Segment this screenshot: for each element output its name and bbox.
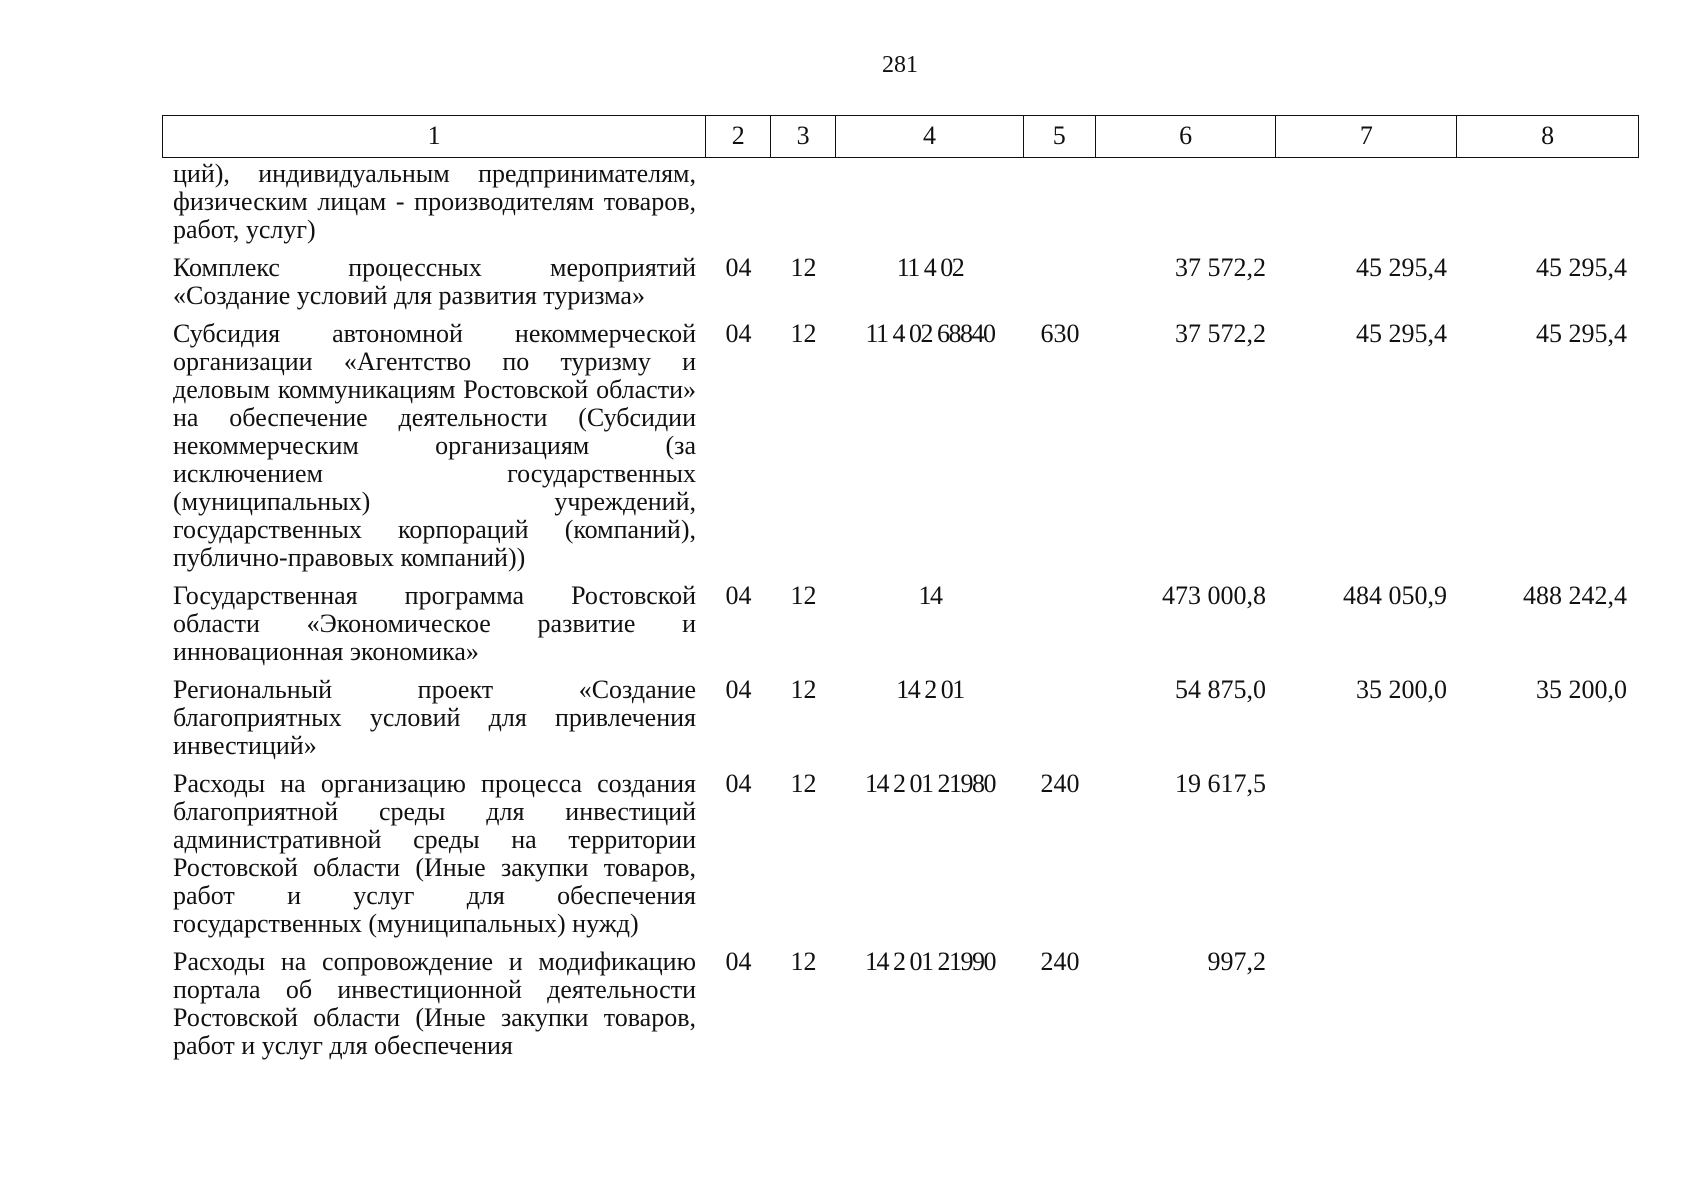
row-description: ций), индивидуальным предпринимателям, физическим лицам - производителям товаров, работ, услуг) (173, 159, 696, 244)
cell-subsection: 12 (790, 769, 817, 798)
row-description: Государственная программа Ростовской области «Экономическое развитие и инновационная экономика» (173, 581, 696, 666)
cell-amount-8 (1458, 158, 1639, 244)
cell-section (706, 158, 771, 244)
cell-section: 04 (725, 947, 752, 976)
cell-target-article (836, 158, 1024, 244)
cell-amount-6: 473 000,8 (1162, 581, 1266, 610)
cell-target-article: 11 4 02 68840 (865, 319, 995, 348)
table-row (162, 318, 1639, 572)
cell-amount-7 (1277, 946, 1458, 1060)
table-row (162, 580, 1639, 666)
cell-section: 04 (725, 253, 752, 282)
cell-subsection (771, 158, 836, 244)
cell-amount-6: 19 617,5 (1175, 769, 1266, 798)
cell-expense-type (1024, 580, 1096, 666)
cell-amount-8 (1458, 768, 1639, 938)
cell-target-article: 14 2 01 21980 (865, 769, 995, 798)
column-header-8: 8 (1541, 121, 1555, 150)
column-header-4: 4 (836, 116, 1024, 157)
cell-section: 04 (725, 675, 752, 704)
cell-amount-6: 54 875,0 (1175, 675, 1266, 704)
cell-amount-7: 45 295,4 (1356, 253, 1447, 282)
table-row (162, 768, 1639, 938)
cell-expense-type (1024, 158, 1096, 244)
cell-expense-type: 240 (1040, 947, 1080, 976)
cell-amount-7 (1277, 768, 1458, 938)
cell-amount-8: 45 295,4 (1536, 319, 1627, 348)
cell-amount-6: 997,2 (1207, 947, 1266, 976)
cell-amount-6 (1096, 158, 1277, 244)
cell-amount-7 (1277, 158, 1458, 244)
table-row (162, 158, 1639, 244)
page-number: 281 (882, 52, 918, 78)
column-header-7: 7 (1276, 116, 1457, 157)
row-description: Комплекс процессных мероприятий «Создание условий для развития туризма» (173, 253, 696, 310)
row-description: Расходы на организацию процесса создания благоприятной среды для инвестиций административной среды на территории Ростовской области (Иные закупки товаров, работ и услуг для обеспечения государственных (муниципальных) нужд) (173, 769, 696, 938)
column-header-1: 1 (163, 116, 706, 157)
table-body (162, 158, 1639, 1068)
cell-subsection: 12 (790, 581, 817, 610)
cell-target-article: 11 4 02 (896, 253, 964, 282)
cell-expense-type (1024, 252, 1096, 310)
cell-amount-7: 45 295,4 (1356, 319, 1447, 348)
cell-expense-type: 240 (1040, 769, 1080, 798)
cell-amount-6: 37 572,2 (1175, 253, 1266, 282)
cell-target-article: 14 (918, 581, 942, 610)
cell-amount-7: 35 200,0 (1356, 675, 1447, 704)
row-description: Региональный проект «Создание благоприятных условий для привлечения инвестиций» (173, 675, 696, 760)
cell-amount-8: 488 242,4 (1523, 581, 1627, 610)
cell-section: 04 (725, 581, 752, 610)
cell-target-article: 14 2 01 21990 (865, 947, 995, 976)
cell-subsection: 12 (790, 947, 817, 976)
cell-subsection: 12 (790, 319, 817, 348)
cell-amount-8: 35 200,0 (1536, 675, 1627, 704)
table-row (162, 252, 1639, 310)
cell-expense-type: 630 (1040, 319, 1080, 348)
column-header-2: 2 (706, 116, 771, 157)
row-description: Расходы на сопровождение и модификацию портала об инвестиционной деятельности Ростовской области (Иные закупки товаров, работ и услуг для обеспечения (173, 947, 696, 1060)
cell-subsection: 12 (790, 253, 817, 282)
column-header-6: 6 (1096, 116, 1277, 157)
row-description: Субсидия автономной некоммерческой организации «Агентство по туризму и деловым коммуникациям Ростовской области» на обеспечение деятельности (Субсидии некоммерческим организациям (за исключением государственных (муниципальных) учреждений, государственных корпораций (компаний), публично-правовых компаний)) (173, 319, 696, 572)
cell-amount-8: 45 295,4 (1536, 253, 1627, 282)
column-header-3: 3 (771, 116, 836, 157)
cell-amount-8 (1458, 946, 1639, 1060)
cell-section: 04 (725, 769, 752, 798)
cell-target-article: 14 2 01 (896, 675, 964, 704)
cell-subsection: 12 (790, 675, 817, 704)
cell-expense-type (1024, 674, 1096, 760)
cell-section: 04 (725, 319, 752, 348)
table-row (162, 674, 1639, 760)
cell-amount-6: 37 572,2 (1175, 319, 1266, 348)
cell-amount-7: 484 050,9 (1343, 581, 1447, 610)
table-header (162, 115, 1639, 158)
column-header-5: 5 (1024, 116, 1096, 157)
table-row (162, 946, 1639, 1060)
